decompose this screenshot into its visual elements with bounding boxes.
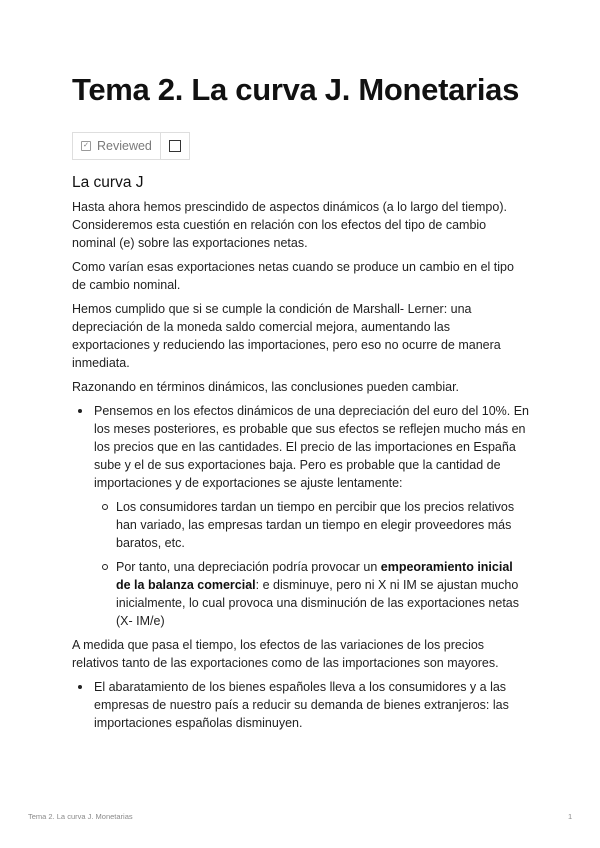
property-label-text: Reviewed <box>97 139 152 153</box>
footer-title: Tema 2. La curva J. Monetarias <box>28 812 133 821</box>
paragraph: Hemos cumplido que si se cumple la condición de Marshall- Lerner: una depreciación de la moneda saldo comercial mejora, aumentando las exportaciones y reduciendo las importaciones, pero eso no ocurre de manera inmediata. <box>72 302 501 370</box>
reviewed-property-label <box>73 133 160 159</box>
sub-list-item-text-end: : e disminuye, pero ni X ni IM se ajustan mucho inicialmente, lo cual provoca una disminución de las exportaciones netas (X- IM/e) <box>116 578 520 628</box>
sub-list-item <box>94 558 530 630</box>
checkbox-property-icon: ✓ <box>81 141 91 151</box>
paragraph: A medida que pasa el tiempo, los efectos de las variaciones de los precios relativos tanto de las exportaciones como de las importaciones son mayores. <box>72 638 499 670</box>
bullet-list <box>72 402 530 630</box>
paragraph: Hasta ahora hemos prescindido de aspectos dinámicos (a lo largo del tiempo). Consideremos esta cuestión en relación con los efectos del tipo de cambio nominal (e) sobre las exportaciones netas. <box>72 200 507 250</box>
section-heading: La curva J <box>72 174 144 191</box>
bullet-list <box>72 678 530 732</box>
list-item <box>72 402 530 630</box>
paragraph: Como varían esas exportaciones netas cuando se produce un cambio en el tipo de cambio nominal. <box>72 260 514 292</box>
document-body <box>72 198 530 738</box>
property-row <box>72 132 190 160</box>
reviewed-property-value[interactable] <box>160 133 189 159</box>
reviewed-checkbox[interactable] <box>169 140 181 152</box>
sub-list-item <box>94 498 530 552</box>
sub-list-item-text: Los consumidores tardan un tiempo en percibir que los precios relativos han variado, las empresas tardan un tiempo en elegir proveedores más baratos, etc. <box>116 500 515 550</box>
list-item-text: Pensemos en los efectos dinámicos de una depreciación del euro del 10%. En los meses posteriores, es probable que sus efectos se reflejen mucho más en los precios que en las cantidades. El precio de las importaciones en España sube y el de sus exportaciones baja. Pero es probable que la cantidad de importaciones y de exportaciones se ajuste lentamente: <box>94 404 529 490</box>
sub-list-item-text-start: Por tanto, una depreciación podría provocar un <box>116 560 381 574</box>
list-item <box>72 678 530 732</box>
footer-page-number: 1 <box>568 812 573 821</box>
list-item-text: El abaratamiento de los bienes españoles lleva a los consumidores y a las empresas de nuestro país a reducir su demanda de bienes extranjeros: las importaciones españolas disminuyen. <box>94 680 509 730</box>
bold-emphasis: empeoramiento inicial de la balanza comercial <box>116 560 513 592</box>
paragraph: Razonando en términos dinámicos, las conclusiones pueden cambiar. <box>72 380 460 394</box>
page-title: Tema 2. La curva J. Monetarias <box>72 72 520 107</box>
sub-bullet-list <box>94 498 530 630</box>
